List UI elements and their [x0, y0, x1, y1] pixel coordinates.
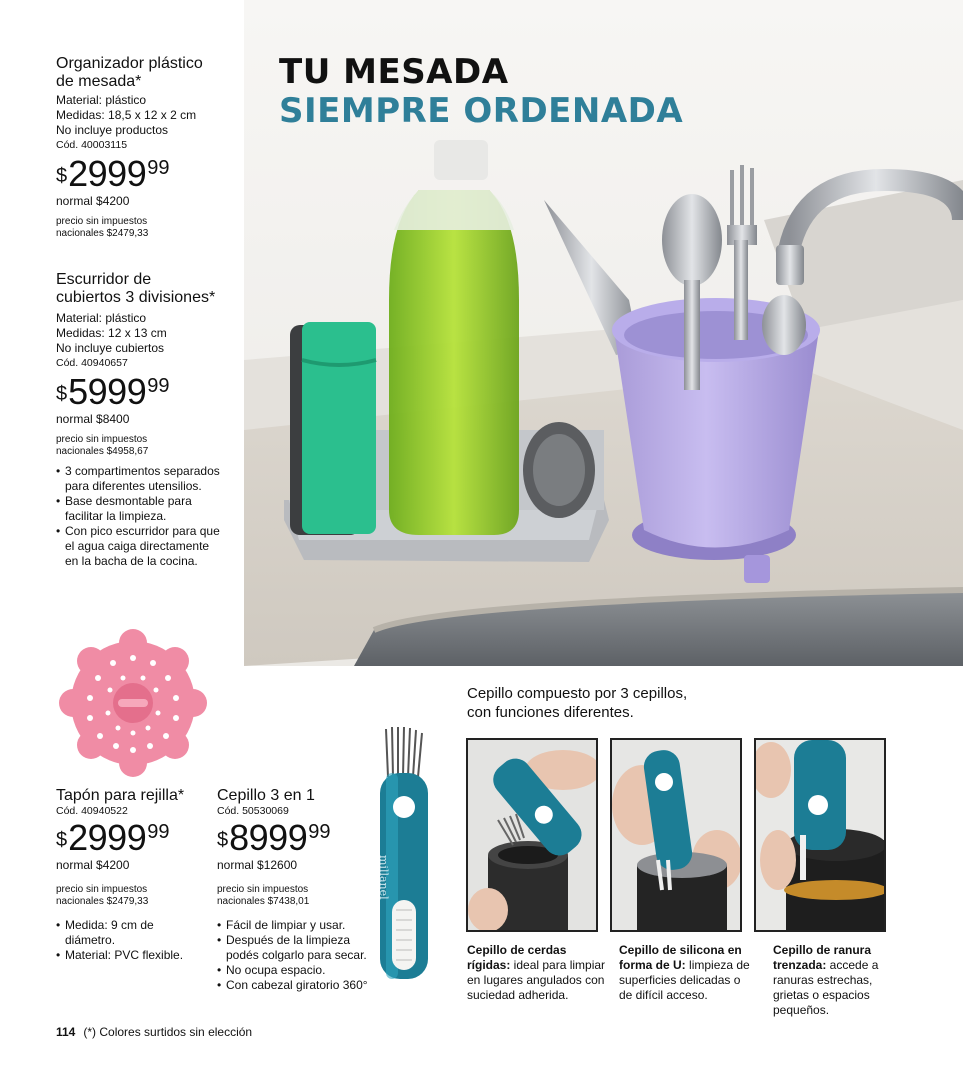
product-price — [56, 371, 246, 412]
braided-groove-brush-icon — [756, 740, 884, 930]
brush-thumb-braided — [754, 738, 886, 932]
brush-thumb-rigid — [466, 738, 598, 932]
desc-text: ideal para limpiar en lugares angulados con suciedad adherida. — [467, 958, 606, 1002]
price-integer: 2999 — [68, 153, 147, 194]
brush-section-heading — [467, 684, 687, 722]
price-decimals: 99 — [147, 375, 170, 397]
footer — [56, 1025, 252, 1040]
feature-item: • Medida: 9 cm de diámetro. — [56, 918, 216, 948]
heading-line1: Cepillo compuesto por 3 cepillos, — [467, 685, 688, 702]
footer-note: (*) Colores surtidos sin elección — [83, 1025, 253, 1039]
price-integer: 8999 — [229, 817, 308, 858]
product-name: Tapón para rejilla* — [56, 787, 185, 804]
price-normal: normal $8400 — [56, 412, 130, 426]
product-code: Cód. 40940522 — [56, 805, 128, 817]
tax-line1: precio sin impuestos — [217, 884, 309, 895]
desc-bold: Cepillo de cerdas rígidas: — [467, 943, 567, 972]
brush-logo-text: millanel — [377, 855, 390, 900]
tax-line1: precio sin impuestos — [56, 434, 148, 445]
product-name-line1: Escurridor de — [56, 271, 152, 288]
price-integer: 5999 — [68, 371, 147, 412]
hero-title-line1: TU MESADA — [279, 52, 509, 92]
price-decimals: 99 — [308, 821, 331, 843]
product-name-line2: cubiertos 3 divisiones* — [56, 289, 216, 306]
feature-list — [56, 918, 216, 963]
tax-line2: nacionales $2479,33 — [56, 228, 149, 239]
product-code: Cód. 40940657 — [56, 357, 128, 369]
feature-item: • Fácil de limpiar y usar. — [217, 918, 377, 933]
drain-stopper-icon — [58, 628, 208, 778]
product-name: Cepillo 3 en 1 — [217, 787, 315, 804]
product-cepillo — [217, 787, 377, 993]
product-name-line2: de mesada* — [56, 73, 142, 90]
silicone-u-brush-icon — [612, 740, 740, 930]
brush-thumb-silicone — [610, 738, 742, 932]
tax-line2: nacionales $2479,33 — [56, 896, 149, 907]
product-material: Material: plástico — [56, 311, 147, 325]
product-tapon — [56, 787, 216, 963]
desc-bold: Cepillo de silicona en forma de U: — [619, 943, 742, 972]
price-currency: $ — [56, 829, 68, 851]
feature-item: • Material: PVC flexible. — [56, 948, 216, 963]
feature-item: • Base desmontable para facilitar la limpieza. — [56, 494, 246, 524]
price-currency: $ — [56, 165, 68, 187]
desc-bold: Cepillo de ranura trenzada: — [773, 943, 872, 972]
feature-list — [217, 918, 377, 993]
price-normal: normal $4200 — [56, 194, 130, 208]
product-escurridor — [56, 271, 246, 569]
tax-line1: precio sin impuestos — [56, 884, 148, 895]
product-price — [217, 817, 377, 858]
brush-product-image — [368, 725, 438, 983]
feature-list — [56, 464, 246, 569]
brush-desc-rigid — [467, 943, 607, 1003]
price-decimals: 99 — [147, 821, 170, 843]
price-currency: $ — [56, 383, 68, 405]
product-medidas: Medidas: 12 x 13 cm — [56, 326, 167, 340]
brush-desc-braided — [773, 943, 885, 1018]
product-organizador — [56, 55, 241, 240]
feature-item: • Con pico escurridor para que el agua caiga directamente en la bacha de la cocina. — [56, 524, 246, 569]
product-note: No incluye productos — [56, 123, 169, 137]
hero-title-line2: SIEMPRE ORDENADA — [279, 91, 684, 131]
drain-stopper-image — [58, 628, 208, 778]
desc-text: accede a ranuras estrechas, grietas o espacios pequeños. — [773, 958, 879, 1017]
tax-line2: nacionales $7438,01 — [217, 896, 310, 907]
desc-text: limpieza de superficies delicadas o de difícil acceso. — [619, 958, 750, 1002]
brush-desc-silicone — [619, 943, 755, 1003]
product-code: Cód. 50530069 — [217, 805, 289, 817]
product-material: Material: plástico — [56, 93, 147, 107]
feature-item: • Después de la limpieza podés colgarlo para secar. — [217, 933, 377, 963]
product-medidas: Medidas: 18,5 x 12 x 2 cm — [56, 108, 197, 122]
price-currency: $ — [217, 829, 229, 851]
product-name-line1: Organizador plástico — [56, 55, 203, 72]
feature-item: • No ocupa espacio. — [217, 963, 377, 978]
price-normal: normal $4200 — [56, 858, 130, 872]
product-code: Cód. 40003115 — [56, 139, 128, 151]
heading-line2: con funciones diferentes. — [467, 704, 634, 721]
page-number: 114 — [56, 1025, 76, 1039]
product-price — [56, 153, 241, 194]
price-integer: 2999 — [68, 817, 147, 858]
brush-icon — [368, 725, 438, 983]
rigid-bristle-brush-icon — [468, 740, 596, 930]
price-decimals: 99 — [147, 157, 170, 179]
feature-item: • Con cabezal giratorio 360° — [217, 978, 377, 993]
product-price — [56, 817, 216, 858]
feature-item: • 3 compartimentos separados para diferentes utensilios. — [56, 464, 246, 494]
product-note: No incluye cubiertos — [56, 341, 165, 355]
tax-line2: nacionales $4958,67 — [56, 446, 149, 457]
price-normal: normal $12600 — [217, 858, 298, 872]
tax-line1: precio sin impuestos — [56, 216, 148, 227]
